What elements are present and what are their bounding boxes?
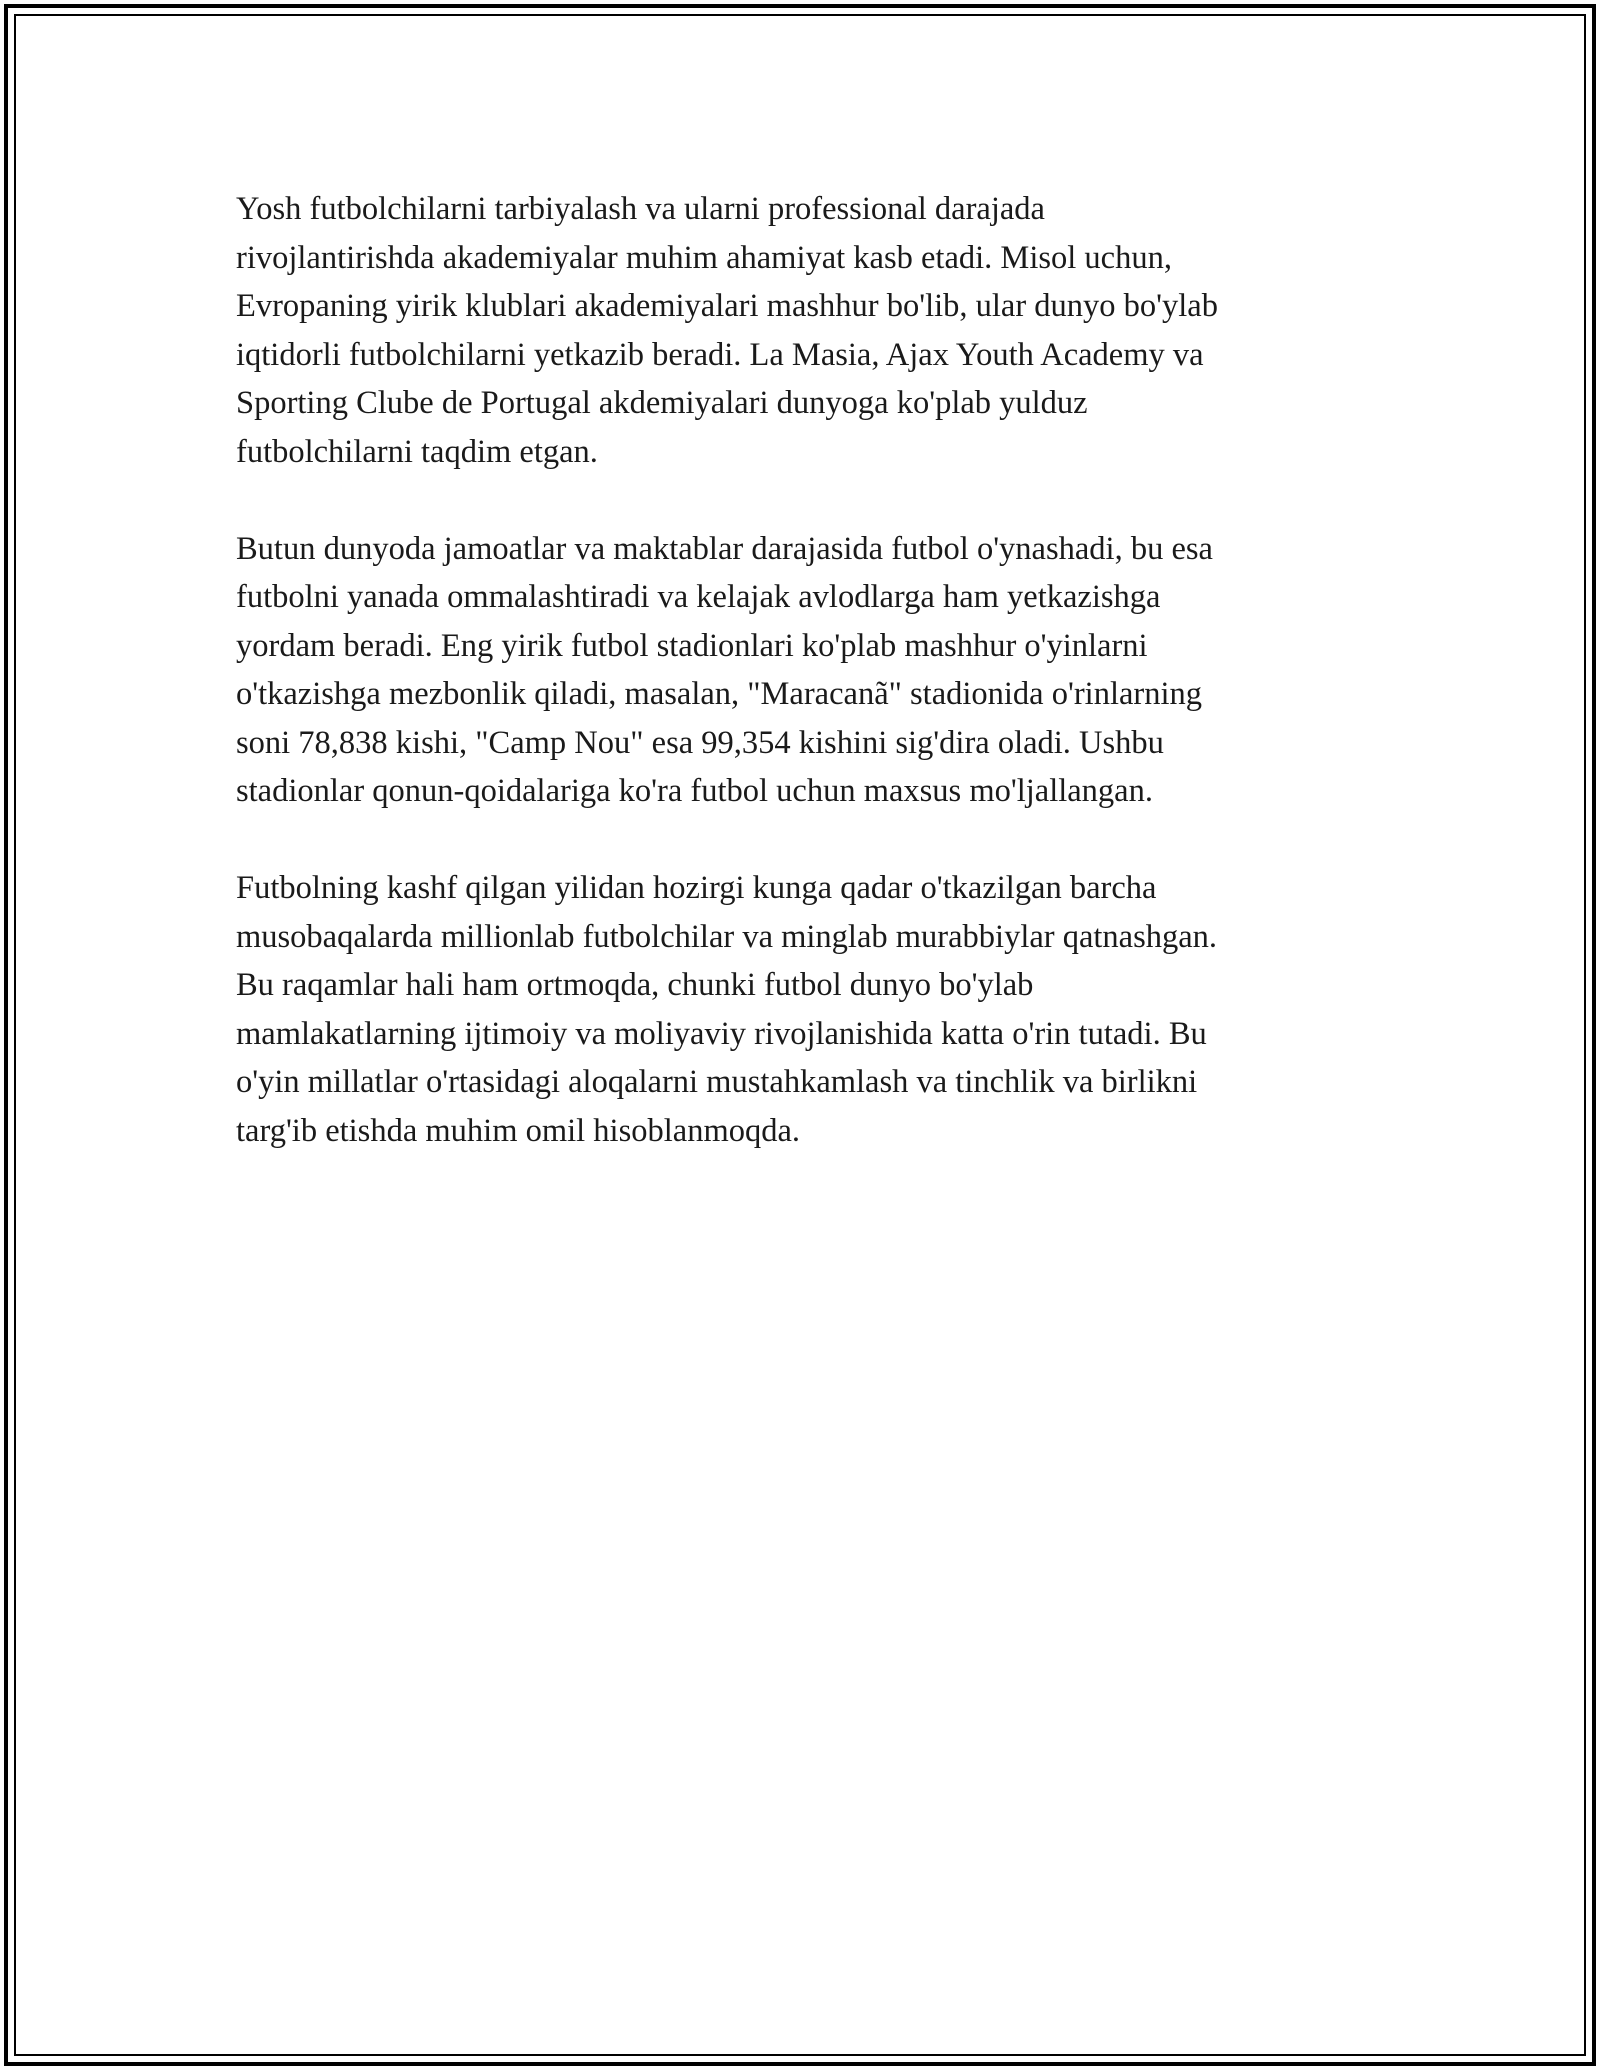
paragraph-academies: Yosh futbolchilarni tarbiyalash va ularni professional darajada rivojlantirishda akademiyalar muhim ahamiyat kasb etadi. Misol uchun, Evropaning yirik klublari akademiyalari mashhur bo'lib, ular dunyo bo'ylab iqtidorli futbolchilarni yetkazib beradi. La Masia, Ajax Youth Academy va Sporting Clube de Portugal akdemiyalari dunyoga ko'plab yulduz futbolchilarni taqdim etgan. <box>236 191 1218 470</box>
paragraph-participation: Futbolning kashf qilgan yilidan hozirgi kunga qadar o'tkazilgan barcha musobaqalarda millionlab futbolchilar va minglab murabbiylar qatnashgan. Bu raqamlar hali ham ortmoqda, chunki futbol dunyo bo'ylab mamlakatlarning ijtimoiy va moliyaviy rivojlanishida katta o'rin tutadi. Bu o'yin millatlar o'rtasidagi aloqalarni mustahkamlash va tinchlik va birlikni targ'ib etishda muhim omil hisoblanmoqda. <box>236 870 1218 1149</box>
document-body <box>236 185 1376 1204</box>
paragraph-stadiums: Butun dunyoda jamoatlar va maktablar darajasida futbol o'ynashadi, bu esa futbolni yanada ommalashtiradi va kelajak avlodlarga ham yetkazishga yordam beradi. Eng yirik futbol stadionlari ko'plab mashhur o'yinlarni o'tkazishga mezbonlik qiladi, masalan, "Maracanã" stadionida o'rinlarning soni 78,838 kishi, "Camp Nou" esa 99,354 kishini sig'dira oladi. Ushbu stadionlar qonun-qoidalariga ko'ra futbol uchun maxsus mo'ljallangan. <box>236 530 1213 809</box>
